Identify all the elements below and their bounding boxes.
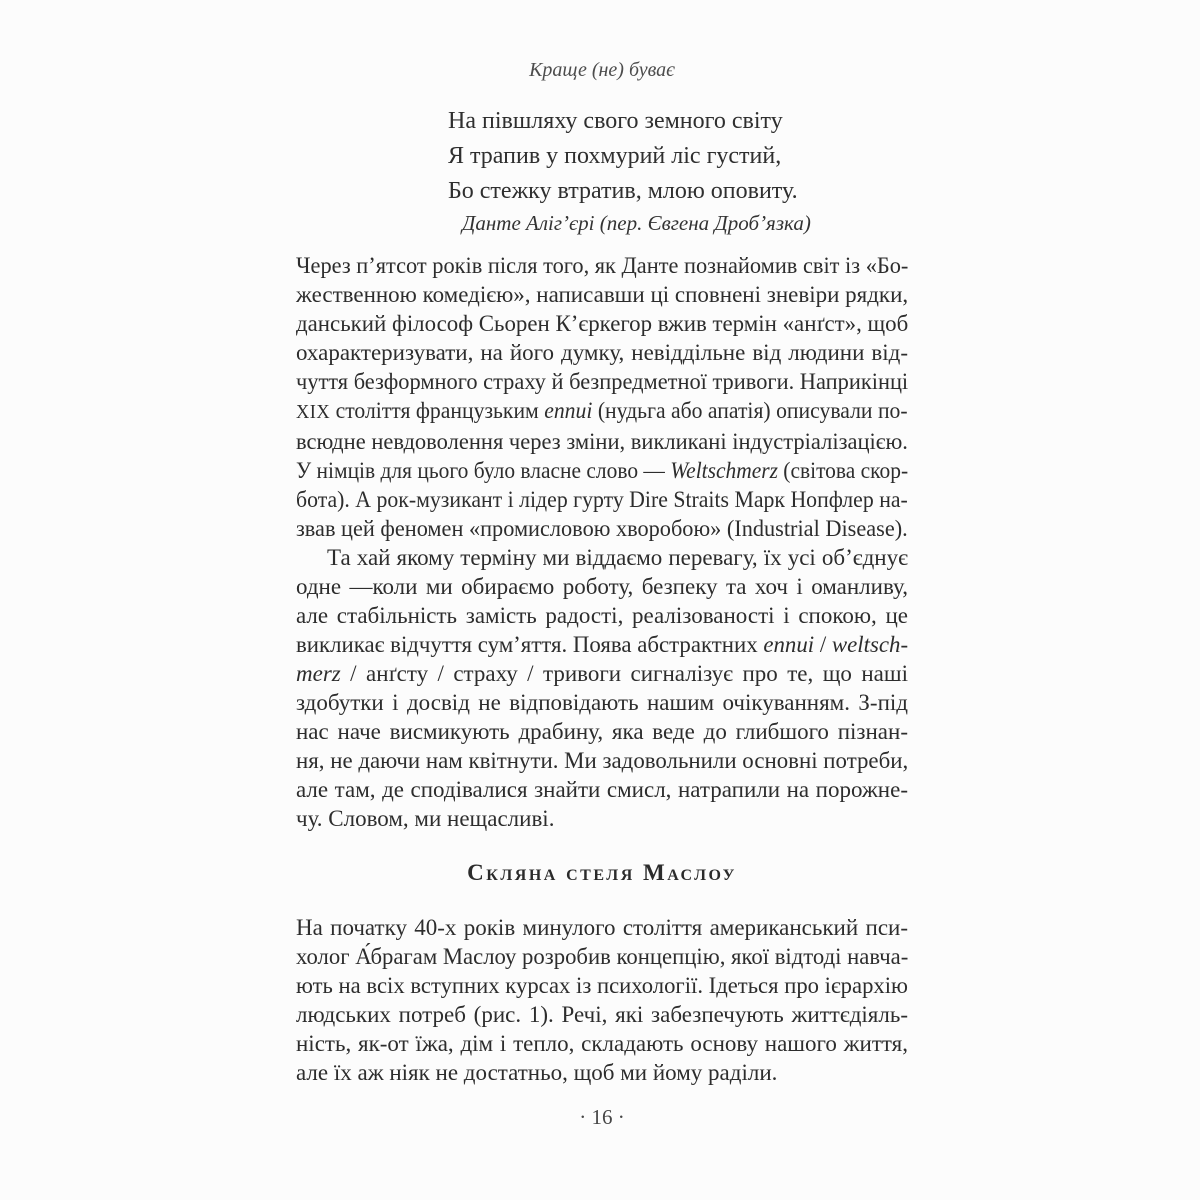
text-line <box>296 543 908 572</box>
text-segment: бота). А рок-музикант і лідер гурту Dire Straits Марк Нопфлер на- <box>296 487 908 512</box>
text-segment: (нудьга або апатія) описували по- <box>592 398 908 423</box>
text-segment: Та хай якому терміну ми віддаємо перевагу, їх усі об’єднує <box>327 545 908 570</box>
text-line <box>296 746 909 775</box>
poem-line: Бо стежку втратив, млою оповиту. <box>448 178 798 204</box>
epigraph-poem <box>448 104 908 209</box>
text-line <box>296 942 909 971</box>
text-segment: звав цей феномен «промисловою хворобою» (Industrial Disease). <box>296 516 908 541</box>
text-segment: / <box>814 632 832 657</box>
text-line <box>296 427 908 456</box>
text-segment: здобутки і досвід не відповідають нашим очікуванням. З-під <box>296 690 908 715</box>
text-segment: але там, де сподівалися знайти смисл, натрапили на порожне- <box>296 777 908 802</box>
italic-text: Weltschmerz <box>670 458 778 483</box>
text-segment: охарактеризувати, на його думку, невіддільне від людини від- <box>296 340 908 365</box>
text-line <box>296 338 908 367</box>
paragraph-1 <box>296 251 908 543</box>
text-line <box>296 601 908 630</box>
epigraph-attribution: Данте Аліг’єрі (пер. Євгена Дроб’язка) <box>462 211 811 235</box>
text-line <box>296 688 908 717</box>
text-segment: ня, не даючи нам квітнути. Ми задовольнили основні потреби, <box>296 748 909 773</box>
text-segment: одне —коли ми обираємо роботу, безпеку та хоч і оманливу, <box>296 574 908 599</box>
italic-text: ennui <box>763 632 815 657</box>
italic-text: ennui <box>544 398 593 423</box>
text-segment: всюдне невдоволення через зміни, викликані індустріалізацією. <box>296 429 908 454</box>
paragraph-3 <box>296 913 908 1087</box>
text-line <box>296 775 908 804</box>
text-line <box>296 251 909 280</box>
text-line <box>296 485 908 514</box>
text-line <box>296 804 908 833</box>
italic-text: weltsch- <box>831 632 909 657</box>
text-segment: викликає відчуття сум’яття. Поява абстрактних <box>296 632 764 657</box>
text-line <box>296 572 908 601</box>
text-line <box>296 913 908 942</box>
text-segment: Через п’ятсот років після того, як Данте познайомив світ із «Бо- <box>296 253 909 278</box>
text-segment: (світова скор- <box>777 458 909 483</box>
page-number: · 16 · <box>579 1105 625 1129</box>
text-block <box>296 0 908 1129</box>
text-segment: На початку 40-х років минулого століття американський пси- <box>296 915 908 940</box>
text-segment: століття французьким <box>330 398 545 423</box>
italic-text: merz <box>296 661 341 686</box>
section-heading: Скляна стеля Маслоу <box>467 860 737 885</box>
poem-line: На півшляху свого земного світу <box>448 108 783 134</box>
text-segment: чу. Словом, ми нещасливі. <box>296 806 555 831</box>
text-segment: У німців для цього було власне слово — <box>296 458 671 483</box>
text-line <box>296 309 909 338</box>
text-line <box>296 1000 908 1029</box>
text-segment: людських потреб (рис. 1). Речі, які забезпечують життєдіяль- <box>296 1002 908 1027</box>
text-line <box>296 717 908 746</box>
text-line <box>296 456 909 485</box>
text-segment: / анґсту / страху / тривоги сигналізує про те, що наші <box>340 661 908 686</box>
text-segment: чуття безформного страху й безпредметної тривоги. Наприкінці <box>296 369 909 394</box>
paragraph-2 <box>296 543 908 833</box>
text-segment: але стабільність замість радості, реалізованості і спокою, це <box>296 603 908 628</box>
text-segment: нас наче висмикують драбину, яка веде до глибшого пізнан- <box>296 719 908 744</box>
text-segment: XIX <box>296 402 331 423</box>
text-line <box>296 630 909 659</box>
text-segment: ють на всіх вступних курсах із психології. Ідеться про ієрархію <box>296 973 908 998</box>
text-segment: ність, як-от їжа, дім і тепло, складають основу нашого життя, <box>296 1031 908 1056</box>
text-segment: жественною комедією», написавши ці сповнені зневіри рядки, <box>296 282 909 307</box>
text-line <box>296 1058 908 1087</box>
text-line <box>296 1029 908 1058</box>
text-segment: але їх аж ніяк не достатньо, щоб ми йому раділи. <box>296 1060 778 1085</box>
poem-line: Я трапив у похмурий ліс густий, <box>448 143 782 169</box>
text-line <box>296 514 908 543</box>
epigraph <box>296 104 908 236</box>
text-line <box>296 396 908 427</box>
text-line <box>296 659 908 688</box>
text-segment: холог А́брагам Маслоу розробив концепцію, якої відтоді навча- <box>296 944 909 969</box>
running-head: Краще (не) буває <box>529 59 675 81</box>
text-line <box>296 280 908 309</box>
text-segment: данський філософ Сьорен К’єркегор вжив термін «анґст», щоб <box>296 311 909 336</box>
text-line <box>296 971 908 1000</box>
text-line <box>296 367 909 396</box>
